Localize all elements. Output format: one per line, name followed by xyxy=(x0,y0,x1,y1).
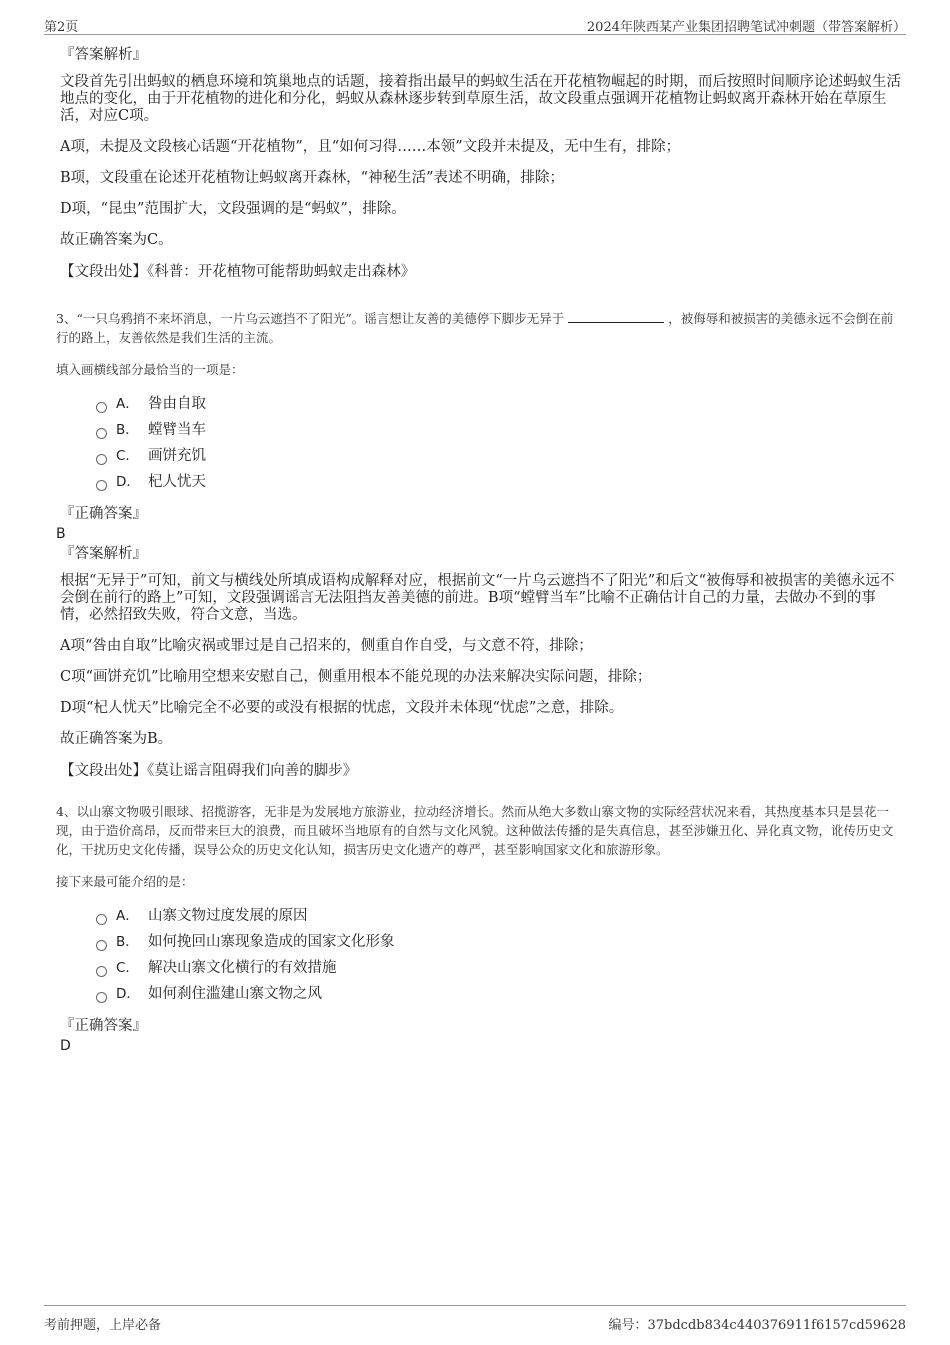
q4-correct-answer-block xyxy=(56,1017,901,1055)
option-letter: B． xyxy=(116,422,139,438)
q3-option-b[interactable] xyxy=(96,421,901,447)
page-content xyxy=(56,46,901,1057)
radio-icon[interactable] xyxy=(96,480,107,491)
radio-icon[interactable] xyxy=(96,914,107,925)
q4-option-b[interactable] xyxy=(96,933,901,959)
q3-option-d[interactable] xyxy=(96,473,901,499)
radio-icon[interactable] xyxy=(96,428,107,439)
q4-option-c[interactable] xyxy=(96,959,901,985)
radio-icon[interactable] xyxy=(96,966,107,977)
q3-stem xyxy=(56,309,901,347)
page-header xyxy=(44,14,906,35)
q3-option-a[interactable] xyxy=(96,395,901,421)
page-footer xyxy=(44,1305,906,1333)
q4-correct-label: 『正确答案』 xyxy=(60,1018,147,1034)
q3-correct-answer-block xyxy=(56,505,901,543)
q2-analysis-paragraph: D项，“昆虫”范围扩大，文段强调的是“蚂蚁”，排除。 xyxy=(60,201,406,217)
option-text: 山寨文物过度发展的原因 xyxy=(148,908,308,924)
q3-analysis-paragraph: D项“杞人忧天”比喻完全不必要的或没有根据的忧虑，文段并未体现“忧虑”之意，排除。 xyxy=(60,700,624,716)
footer-slogan: 考前押题，上岸必备 xyxy=(44,1318,162,1333)
q3-analysis-paragraph: C项“画饼充饥”比喻用空想来安慰自己，侧重用根本不能兑现的办法来解决实际问题，排除； xyxy=(60,669,652,685)
q2-analysis-paragraph: 文段首先引出蚂蚁的栖息环境和筑巢地点的话题，接着指出最早的蚂蚁生活在开花植物崛起的时期，而后按照时间顺序论述蚂蚁生活地点的变化，由于开花植物的进化和分化，蚂蚁从森林逐步转到草原生活，故文段重点强调开花植物让蚂蚁离开森林开始在草原生活，对应C项。 xyxy=(60,74,901,124)
q2-analysis-paragraph: A项，未提及文段核心话题“开花植物”，且“如何习得……本领”文段并未提及，无中生有，排除； xyxy=(60,139,681,155)
option-text: 螳臂当车 xyxy=(148,422,206,438)
q3-stem-after: ，被侮辱和被损害的美德永远不会倒在前行的路上，友善依然是我们生活的主流。 xyxy=(56,311,894,345)
option-letter: C． xyxy=(116,448,139,464)
q3-analysis-label: 『答案解析』 xyxy=(60,546,147,562)
q4-prompt: 接下来最可能介绍的是： xyxy=(56,874,194,889)
q3-options xyxy=(96,395,901,499)
q3-stem-before: 3、“一只乌鸦捎不来坏消息，一片乌云遮挡不了阳光”。谣言想让友善的美德停下脚步无异于 xyxy=(56,311,565,326)
q3-fill-blank xyxy=(568,310,664,323)
q2-analysis-label: 『答案解析』 xyxy=(60,47,147,63)
q3-prompt: 填入画横线部分最恰当的一项是： xyxy=(56,362,244,377)
q4-option-d[interactable] xyxy=(96,985,901,1011)
option-letter: C． xyxy=(116,960,139,976)
q3-analysis-paragraph: 根据“无异于”可知，前文与横线处所填成语构成解释对应，根据前文“一片乌云遮挡不了阳光”和后文“被侮辱和被损害的美德永远不会倒在前行的路上”可知，文段强调谣言无法阻挡友善美德的前进。B项“螳臂当车”比喻不正确估计自己的力量，去做办不到的事情，必然招致失败，符合文意，当选。 xyxy=(60,573,895,623)
q2-analysis-paragraph: B项，文段重在论述开花植物让蚂蚁离开森林，“神秘生活”表述不明确，排除； xyxy=(60,170,564,186)
q3-correct-answer: B xyxy=(56,526,66,542)
option-text: 咎由自取 xyxy=(148,396,206,412)
q3-source: 【文段出处】《莫让谣言阻碍我们向善的脚步》 xyxy=(60,763,358,779)
option-text: 解决山寨文化横行的有效措施 xyxy=(148,960,337,976)
option-text: 画饼充饥 xyxy=(148,448,206,464)
radio-icon[interactable] xyxy=(96,940,107,951)
page-number: 第2页 xyxy=(44,20,79,35)
option-text: 如何刹住滥建山寨文物之风 xyxy=(148,986,322,1002)
q2-analysis-paragraph: 故正确答案为C。 xyxy=(60,232,173,248)
radio-icon[interactable] xyxy=(96,402,107,413)
q4-option-a[interactable] xyxy=(96,907,901,933)
q3-analysis-paragraph: 故正确答案为B。 xyxy=(60,731,173,747)
q3-analysis-paragraph: A项“咎由自取”比喻灾祸或罪过是自己招来的，侧重自作自受，与文意不符，排除； xyxy=(60,638,593,654)
option-letter: A． xyxy=(116,396,139,412)
option-text: 杞人忧天 xyxy=(148,474,206,490)
document-title: 2024年陕西某产业集团招聘笔试冲刺题（带答案解析） xyxy=(586,20,906,35)
radio-icon[interactable] xyxy=(96,454,107,465)
radio-icon[interactable] xyxy=(96,992,107,1003)
q4-correct-answer: D xyxy=(60,1038,71,1054)
q4-options xyxy=(96,907,901,1011)
document-id: 编号：37bdcdb834c440376911f6157cd59628 xyxy=(608,1318,906,1333)
option-letter: A． xyxy=(116,908,139,924)
option-letter: B． xyxy=(116,934,139,950)
q2-source: 【文段出处】《科普：开花植物可能帮助蚂蚁走出森林》 xyxy=(60,264,416,280)
option-text: 如何挽回山寨现象造成的国家文化形象 xyxy=(148,934,395,950)
option-letter: D． xyxy=(116,474,140,490)
q3-option-c[interactable] xyxy=(96,447,901,473)
option-letter: D． xyxy=(116,986,140,1002)
q3-correct-label: 『正确答案』 xyxy=(60,506,147,522)
q4-stem: 4、以山寨文物吸引眼球、招揽游客，无非是为发展地方旅游业，拉动经济增长。然而从绝大多数山寨文物的实际经营状况来看，其热度基本只是昙花一现，由于造价高昂，反而带来巨大的浪费，而且破坏当地原有的自然与文化风貌。这种做法传播的是失真信息，甚至涉嫌丑化、异化真文物，讹传历史文化，干扰历史文化传播，误导公众的历史文化认知，损害历史文化遗产的尊严，甚至影响国家文化和旅游形象。 xyxy=(56,804,894,857)
